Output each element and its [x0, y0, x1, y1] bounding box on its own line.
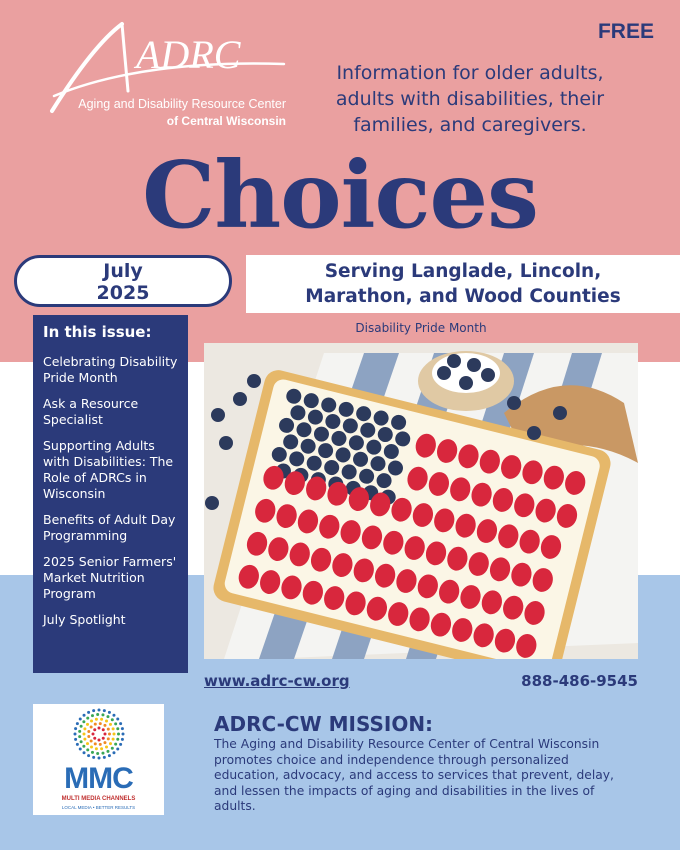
sunburst-dot	[99, 743, 102, 746]
sunburst-dot	[107, 737, 110, 740]
sunburst-dot	[74, 733, 77, 736]
sunburst-dot	[83, 738, 86, 741]
sunburst-dot	[107, 728, 110, 731]
blueberry	[247, 374, 261, 388]
free-label: FREE	[597, 20, 654, 43]
sunburst-dot	[116, 727, 119, 730]
website-link[interactable]: www.adrc-cw.org	[204, 672, 350, 690]
counties-line2: Marathon, and Wood Counties	[305, 286, 621, 307]
sunburst-dot	[103, 756, 106, 759]
sunburst-dot	[95, 718, 98, 721]
mmc-letters: MMC	[64, 762, 133, 795]
sunburst-dot	[105, 720, 108, 723]
sunburst-dot	[104, 733, 107, 736]
issue-contents-sidebar	[33, 315, 188, 673]
sunburst-dot	[113, 733, 116, 736]
sunburst-dot	[94, 723, 97, 726]
sunburst-dot	[91, 751, 94, 754]
sunburst-dot	[98, 709, 101, 712]
sunburst-dot	[105, 745, 108, 748]
sunburst-dot	[92, 733, 95, 736]
sunburst-dot	[79, 747, 82, 750]
sunburst-dot	[76, 743, 79, 746]
sunburst-dot	[86, 723, 89, 726]
issue-date-badge	[14, 255, 232, 307]
sunburst-dot	[90, 739, 93, 742]
sunburst-dot	[122, 733, 125, 736]
blueberry	[447, 354, 461, 368]
sidebar-item-adult-day: Benefits of Adult Day Programming	[43, 512, 176, 543]
sunburst-dot	[90, 726, 93, 729]
sunburst-dot	[103, 724, 106, 727]
sunburst-dot	[116, 747, 119, 750]
sunburst-dot	[102, 728, 105, 731]
sunburst-dot	[111, 747, 114, 750]
sunburst-dot	[78, 730, 81, 733]
sunburst-dot	[80, 725, 83, 728]
sunburst-dot	[100, 718, 103, 721]
sunburst-dot	[111, 718, 114, 721]
sunburst-dot	[74, 727, 77, 730]
flag-dessert-photo	[204, 343, 638, 659]
sunburst-dot	[79, 718, 82, 721]
mission-body: The Aging and Disability Resource Center of Central Wisconsin promotes choice and independence through personalized education, advocacy, and access to services that prevent, delay, and lessen the impacts of aging and disabilities in the lives of adults.	[214, 737, 614, 813]
sunburst-dot	[106, 715, 109, 718]
blueberry	[205, 496, 219, 510]
service-area-banner	[246, 255, 680, 313]
sunburst-dot	[90, 720, 93, 723]
blueberry	[481, 368, 495, 382]
sunburst-dot	[116, 738, 119, 741]
sunburst-dot	[87, 735, 90, 738]
sunburst-dot	[96, 713, 99, 716]
sunburst-dot	[87, 730, 90, 733]
sunburst-dot	[87, 754, 90, 757]
sunburst-dot	[74, 738, 77, 741]
sunburst-dot	[82, 745, 85, 748]
blueberry	[527, 426, 541, 440]
sunburst-dot	[83, 751, 86, 754]
sidebar-item-supporting-adults: Supporting Adults with Disabilities: The Role of ADRCs in Wisconsin	[43, 438, 174, 501]
sunburst-dot	[114, 743, 117, 746]
phone-number: 888-486-9545	[521, 672, 638, 690]
sunburst-dot	[121, 727, 124, 730]
sunburst-dot	[108, 711, 111, 714]
sidebar-item-disability-pride: Celebrating Disability Pride Month	[43, 354, 178, 385]
sunburst-dot	[98, 757, 101, 760]
sidebar-item-july-spotlight: July Spotlight	[43, 612, 126, 627]
mmc-sponsor-logo	[33, 704, 164, 815]
sunburst-dot	[116, 718, 119, 721]
sunburst-dot	[92, 756, 95, 759]
sunburst-dot	[80, 740, 83, 743]
sunburst-dot	[117, 733, 120, 736]
sunburst-dot	[76, 722, 79, 725]
sunburst-dot	[121, 738, 124, 741]
sunburst-dot	[83, 733, 86, 736]
sunburst-dot	[82, 720, 85, 723]
sidebar-heading: In this issue:	[43, 323, 152, 341]
sunburst-dot	[101, 713, 104, 716]
sunburst-dot	[109, 742, 112, 745]
sunburst-dot	[86, 748, 89, 751]
logo-tagline	[64, 96, 286, 130]
issue-theme: Disability Pride Month	[355, 321, 487, 335]
mmc-sunburst-icon	[73, 708, 125, 760]
blueberry	[553, 406, 567, 420]
sunburst-dot	[112, 751, 115, 754]
sunburst-dot	[93, 728, 96, 731]
sunburst-dot	[86, 717, 89, 720]
sunburst-dot	[103, 741, 106, 744]
sunburst-dot	[119, 743, 122, 746]
sunburst-dot	[94, 742, 97, 745]
sunburst-dot	[98, 727, 101, 730]
blueberry	[507, 396, 521, 410]
sunburst-dot	[78, 735, 81, 738]
logo-tagline-line1: Aging and Disability Resource Center	[78, 97, 286, 111]
intro-text: Information for older adults, adults with disabilities, their families, and caregivers.	[335, 62, 605, 136]
sunburst-dot	[108, 754, 111, 757]
sunburst-dot	[86, 742, 89, 745]
mmc-tagline: LOCAL MEDIA • BETTER RESULTS	[61, 805, 136, 810]
sidebar-item-resource-specialist: Ask a Resource Specialist	[43, 396, 139, 427]
sunburst-dot	[119, 722, 122, 725]
sunburst-dot	[106, 750, 109, 753]
mmc-name: MULTI MEDIA CHANNELS	[61, 796, 136, 802]
mission-heading: ADRC-CW MISSION:	[214, 712, 434, 736]
blueberry	[459, 376, 473, 390]
sunburst-dot	[108, 733, 111, 736]
sunburst-dot	[92, 709, 95, 712]
sunburst-dot	[103, 709, 106, 712]
issue-year: 2025	[96, 282, 150, 304]
sunburst-dot	[114, 722, 117, 725]
sunburst-dot	[93, 737, 96, 740]
sunburst-dot	[87, 711, 90, 714]
sunburst-dot	[101, 752, 104, 755]
sunburst-dot	[83, 727, 86, 730]
sunburst-dot	[102, 737, 105, 740]
logo-tagline-line2: of Central Wisconsin	[166, 114, 286, 128]
sunburst-dot	[95, 747, 98, 750]
blueberry	[233, 392, 247, 406]
counties-line1: Serving Langlade, Lincoln,	[324, 261, 602, 282]
sidebar-item-farmers-market: 2025 Senior Farmers' Market Nutrition Program	[43, 554, 177, 601]
blueberry	[437, 366, 451, 380]
sunburst-dot	[90, 745, 93, 748]
issue-month: July	[103, 260, 143, 282]
blueberry	[219, 436, 233, 450]
sunburst-dot	[98, 739, 101, 742]
sunburst-dot	[112, 714, 115, 717]
sunburst-dot	[91, 714, 94, 717]
sunburst-dot	[100, 747, 103, 750]
page-title: Choices	[142, 141, 538, 249]
sunburst-dot	[83, 714, 86, 717]
logo-wordmark: ADRC	[136, 32, 241, 77]
sunburst-dot	[109, 723, 112, 726]
sunburst-dot	[112, 738, 115, 741]
sunburst-dot	[99, 722, 102, 725]
blueberry	[211, 408, 225, 422]
sunburst-dot	[112, 727, 115, 730]
sunburst-dot	[96, 752, 99, 755]
blueberry	[467, 358, 481, 372]
